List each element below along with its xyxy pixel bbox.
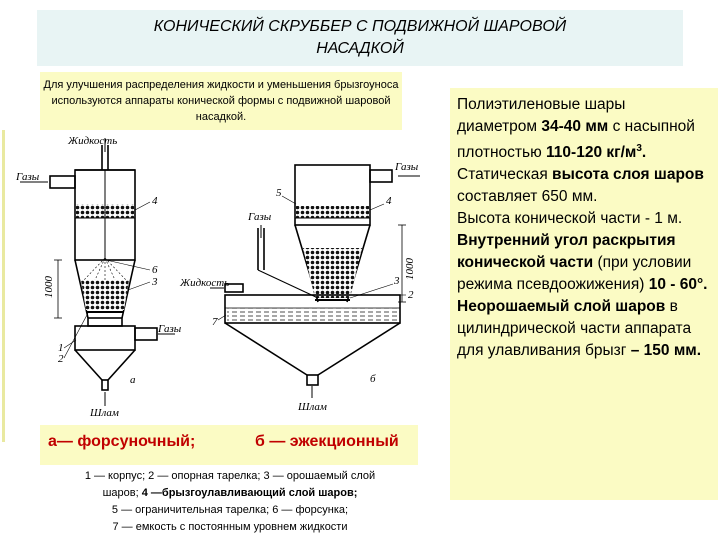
- label-gas-in-b: Газы: [248, 211, 272, 223]
- letter-b: б: [370, 373, 376, 385]
- caption-b: б — эжекционный: [255, 433, 399, 450]
- num-7-b: 7: [212, 316, 218, 328]
- caption-a: а— форсуночный;: [48, 433, 196, 450]
- desc-angle: Внутренний угол раскрытия конической части (при условии режима псевдоожижения) 10 - 60°.: [457, 232, 708, 294]
- num-2-a: 2: [58, 353, 64, 365]
- label-gas-in-a: Газы: [158, 323, 182, 335]
- num-2-b: 2: [408, 289, 414, 301]
- num-1-a: 1: [58, 342, 64, 354]
- legend-line-1: 1 — корпус; 2 — опорная тарелка; 3 — орошаемый слой: [84, 470, 376, 482]
- label-sludge-a: Шлам: [90, 407, 119, 419]
- letter-a: а: [130, 374, 136, 386]
- dim-a: 1000: [43, 276, 55, 298]
- num-3-b: 3: [394, 275, 400, 287]
- label-gas-out-b: Газы: [395, 161, 419, 173]
- label-liquid-a: Жидкость: [68, 135, 118, 147]
- desc-dry-layer: Неорошаемый слой шаров в цилиндрической части аппарата для улавливания брызг – 150 мм.: [457, 298, 702, 360]
- desc-cone-height: Высота конической части - 1 м.: [457, 210, 683, 228]
- num-4-b: 4: [386, 195, 392, 207]
- intro-text: Для улучшения распределения жидкости и уменьшения брызгоуноса используются аппараты конической формы с подвижной шаровой насадкой.: [43, 79, 399, 123]
- legend-line-2: шаров; 4 —брызгоулавливающий слой шаров;: [102, 487, 358, 499]
- legend-line-4: 7 — емкость с постоянным уровнем жидкости: [112, 521, 348, 533]
- num-4-a: 4: [152, 195, 158, 207]
- num-5-b: 5: [276, 187, 282, 199]
- legend: [30, 468, 430, 536]
- intro-box: [40, 72, 402, 130]
- desc-balls: Полиэтиленовые шары диаметром 34-40 мм с насыпной плотностью 110-120 $кг/м^3$.: [457, 96, 695, 162]
- label-sludge-b: Шлам: [298, 401, 327, 413]
- dim-b: 1000: [404, 258, 416, 280]
- legend-line-3: 5 — ограничительная тарелка; 6 — форсунка;: [111, 504, 349, 516]
- num-6-a: 6: [152, 264, 158, 276]
- label-liquid-b: Жидкость: [180, 277, 230, 289]
- scrubber-diagram: [0, 130, 440, 425]
- label-gas-out-a: Газы: [16, 171, 40, 183]
- num-3-a: 3: [152, 276, 158, 288]
- page-title: КОНИЧЕСКИЙ СКРУББЕР С ПОДВИЖНОЙ ШАРОВОЙ НАСАДКОЙ: [153, 18, 567, 57]
- title-banner: [37, 10, 683, 66]
- desc-layer-height: Статическая высота слоя шаров составляет 650 мм.: [457, 166, 704, 206]
- description-box: [450, 88, 718, 500]
